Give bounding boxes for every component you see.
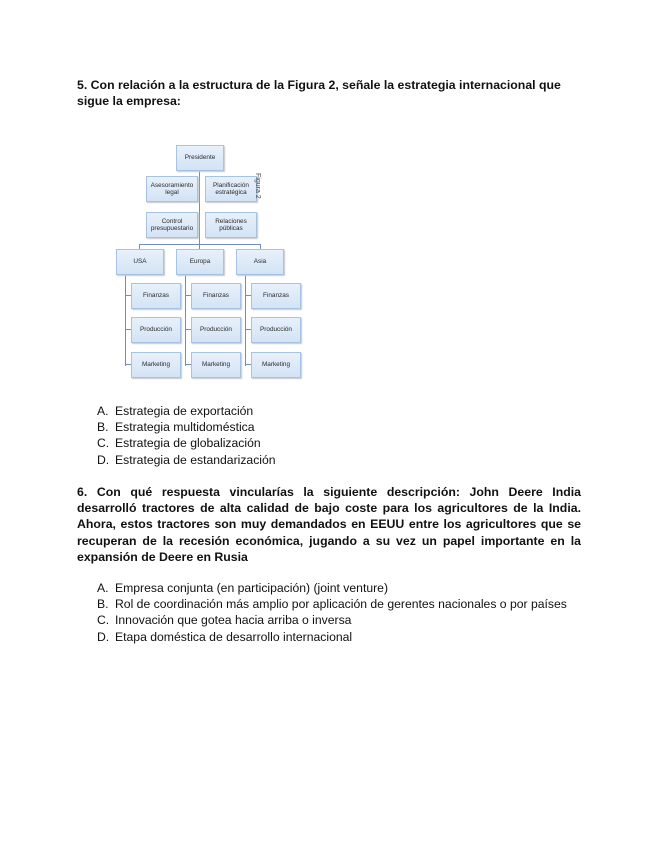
option-item[interactable] bbox=[77, 452, 276, 468]
org-box-unit: Finanzas bbox=[251, 283, 301, 309]
org-chart-figure bbox=[113, 140, 313, 380]
option-letter: A. bbox=[97, 404, 109, 418]
question-6-options bbox=[77, 580, 567, 645]
figure-label: Figura 2 bbox=[254, 173, 261, 199]
option-letter: C. bbox=[97, 436, 110, 451]
org-box-unit: Finanzas bbox=[191, 283, 241, 309]
org-box-unit: Marketing bbox=[191, 352, 241, 378]
option-text: Estrategia de globalización bbox=[115, 436, 261, 451]
org-box-relations: Relaciones públicas bbox=[205, 212, 257, 238]
connector-line bbox=[139, 244, 261, 245]
org-box-planning: Planificación estratégica bbox=[205, 176, 257, 202]
question-5-options bbox=[77, 403, 276, 468]
org-box-legal: Asesoramiento legal bbox=[146, 176, 198, 202]
option-text: Innovación que gotea hacia arriba o inversa bbox=[115, 613, 352, 628]
connector-line bbox=[199, 169, 200, 245]
question-5-title: 5. Con relación a la estructura de la Figura 2, señale la estrategia internacional que sigue la empresa: bbox=[77, 78, 561, 109]
option-letter: B. bbox=[97, 420, 109, 435]
connector-line bbox=[245, 273, 246, 366]
org-box-region: USA bbox=[116, 249, 164, 275]
org-box-unit: Producción bbox=[131, 317, 181, 343]
option-letter: C. bbox=[97, 613, 110, 628]
org-box-unit: Marketing bbox=[131, 352, 181, 378]
org-box-unit: Marketing bbox=[251, 352, 301, 378]
org-box-region: Europa bbox=[176, 249, 224, 275]
option-text: Estrategia multidoméstica bbox=[115, 420, 255, 435]
connector-line bbox=[125, 273, 126, 366]
connector-line bbox=[185, 273, 186, 366]
option-item[interactable] bbox=[77, 419, 276, 435]
option-letter: A. bbox=[97, 581, 109, 595]
option-item[interactable] bbox=[77, 403, 276, 419]
option-text: Estrategia de exportación bbox=[115, 404, 254, 418]
option-letter: D. bbox=[97, 452, 110, 467]
org-box-president: Presidente bbox=[176, 145, 224, 171]
org-box-unit: Producción bbox=[191, 317, 241, 343]
org-box-unit: Finanzas bbox=[131, 283, 181, 309]
option-text: Estrategia de estandarización bbox=[115, 452, 276, 467]
option-item[interactable] bbox=[77, 596, 567, 612]
question-6-title: 6. Con qué respuesta vincularías la siguiente descripción: John Deere India desarrolló tractores de alta calidad de bajo coste para los agricultores de la India. Ahora, estos tractores son muy demandados en EEUU entre los agricultores que se recuperan de la recesión económica, jugando a su vez un papel importante en la expansión de Deere en Rusia bbox=[77, 485, 581, 564]
option-item[interactable] bbox=[77, 629, 567, 645]
option-text: Empresa conjunta (en participación) (joint venture) bbox=[115, 581, 388, 595]
option-item[interactable] bbox=[77, 435, 276, 451]
org-box-region: Asia bbox=[236, 249, 284, 275]
org-box-control: Control presupuestario bbox=[146, 212, 198, 238]
option-text: Etapa doméstica de desarrollo internacional bbox=[115, 629, 353, 644]
option-text: Rol de coordinación más amplio por aplicación de gerentes nacionales o por países bbox=[115, 597, 567, 612]
option-item[interactable] bbox=[77, 580, 567, 596]
option-letter: D. bbox=[97, 629, 110, 644]
option-letter: B. bbox=[97, 597, 109, 612]
option-item[interactable] bbox=[77, 612, 567, 628]
org-box-unit: Producción bbox=[251, 317, 301, 343]
